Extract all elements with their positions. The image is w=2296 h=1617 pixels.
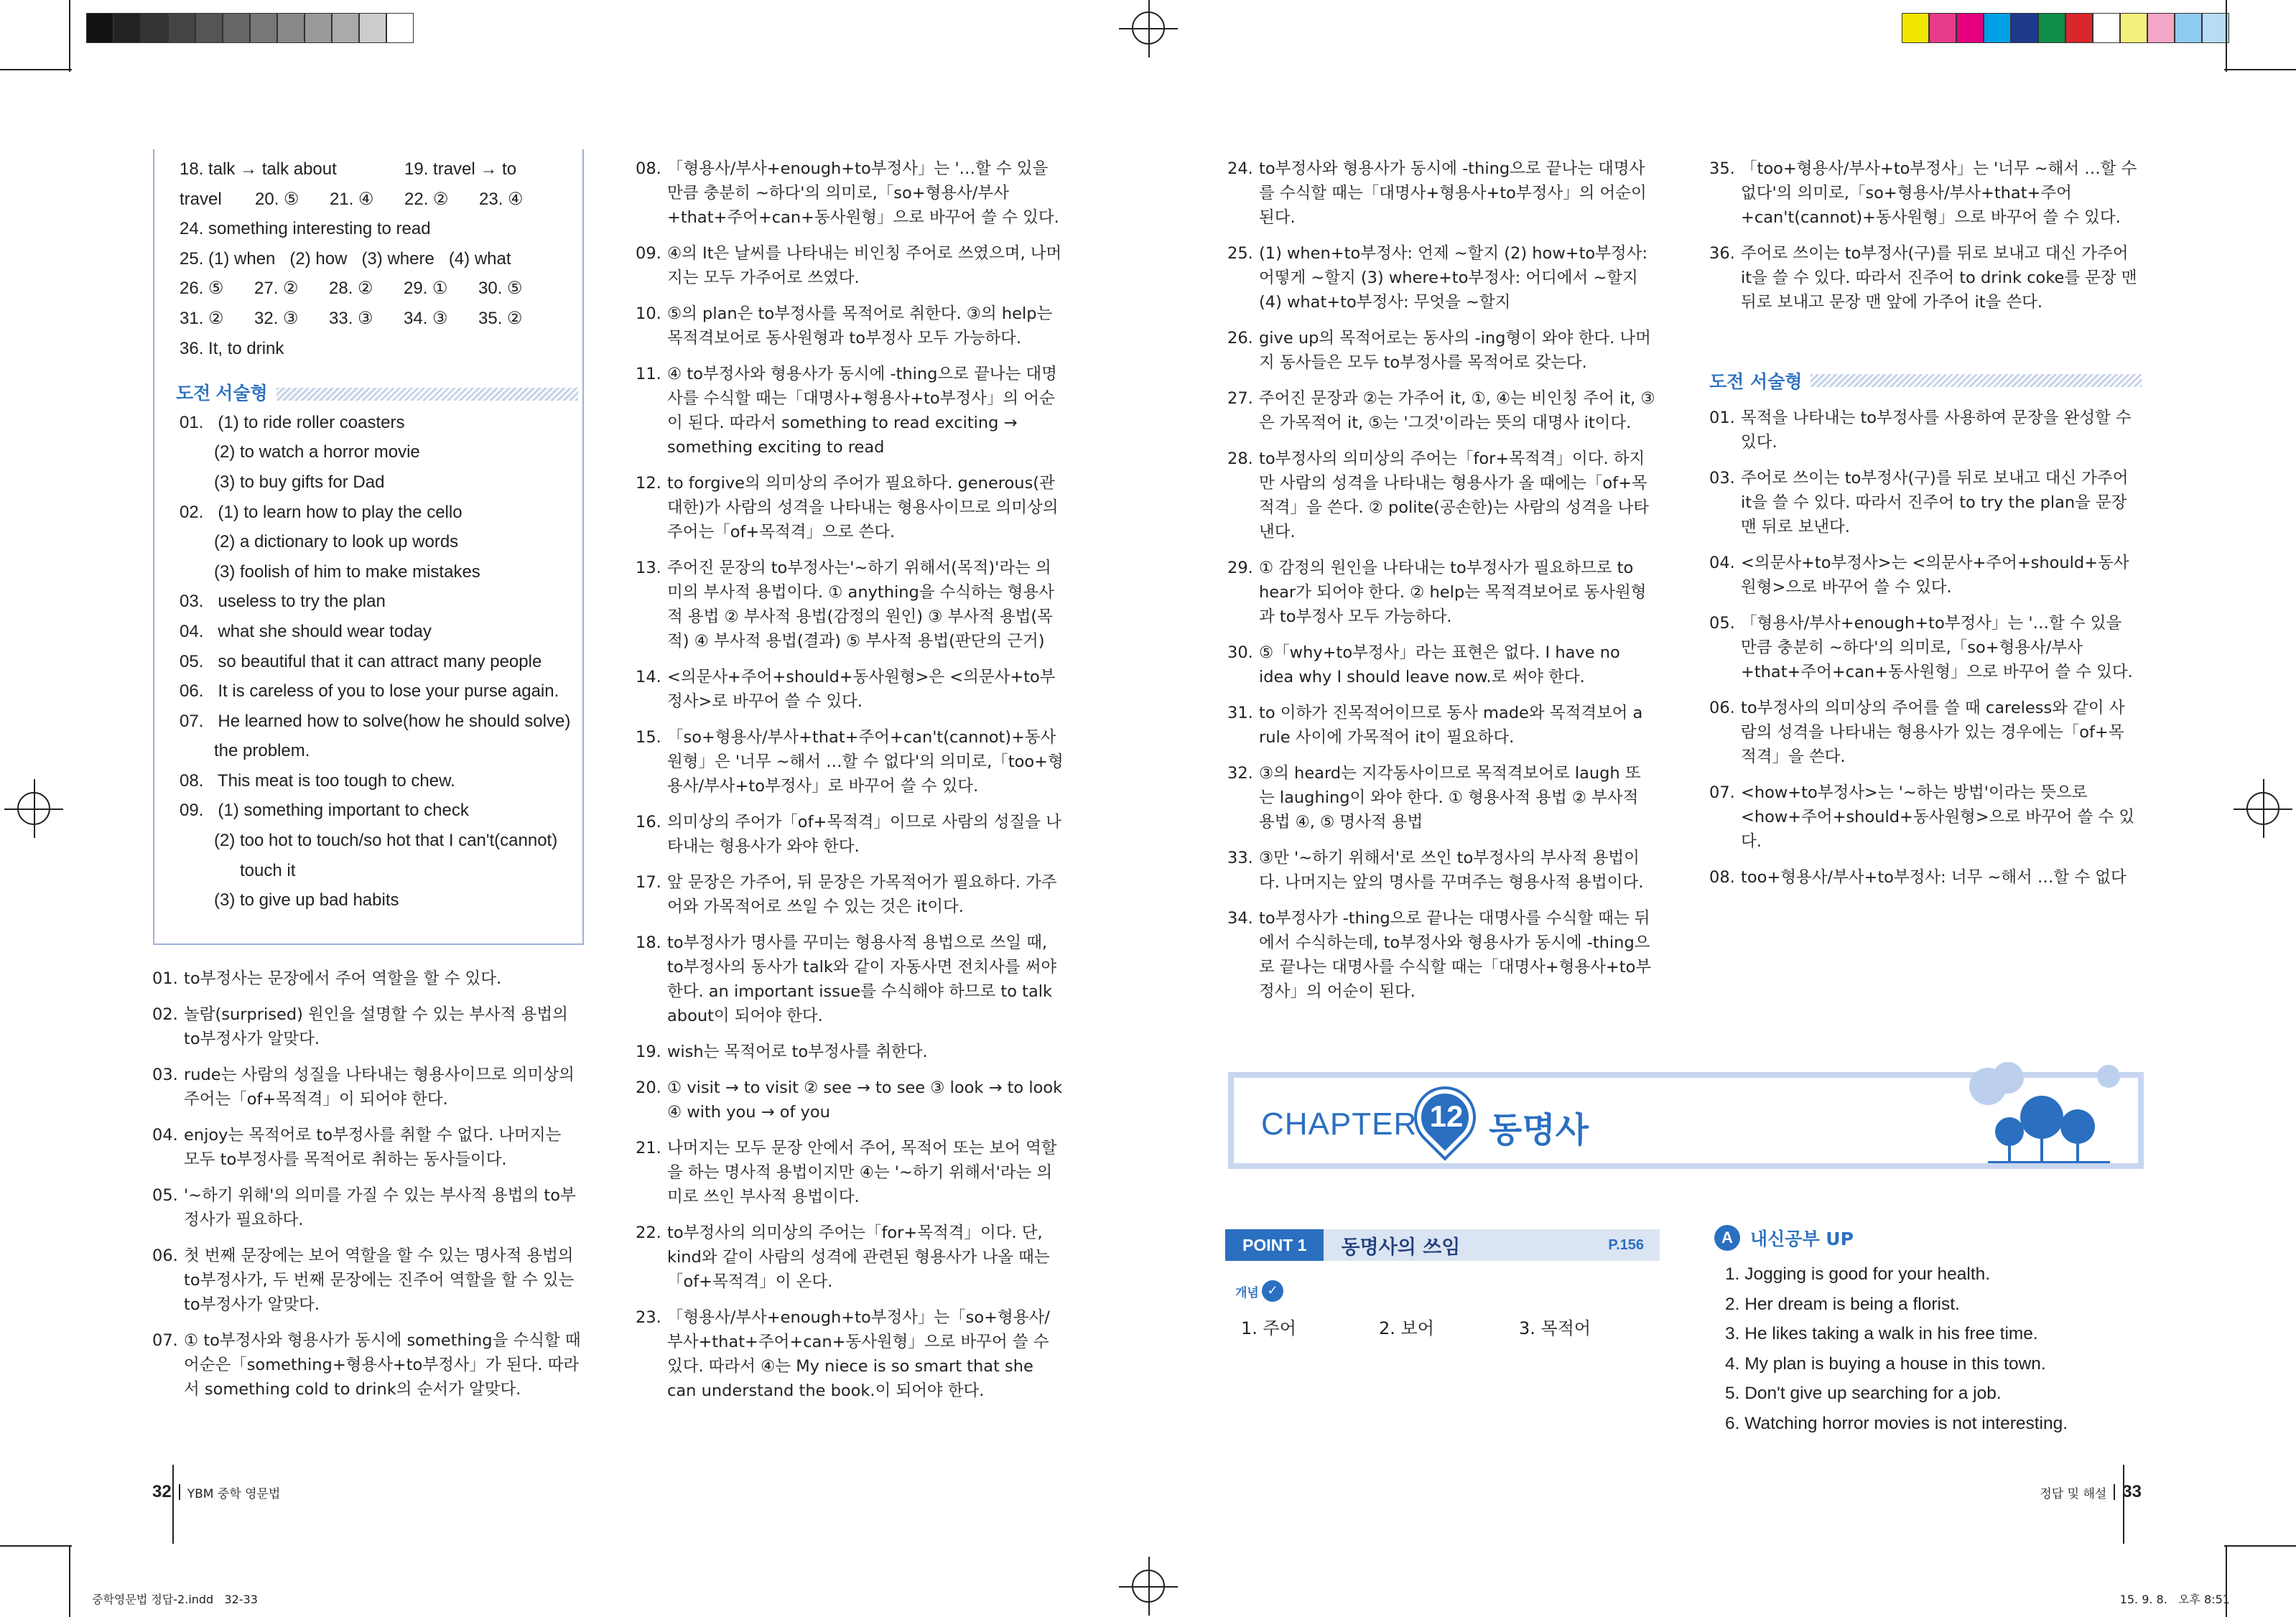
color-swatch — [277, 13, 305, 43]
answer-line: touch it — [240, 860, 296, 880]
item-number: 29. — [1227, 559, 1253, 577]
explanation-item — [636, 725, 1064, 798]
explanation-item — [636, 1076, 1064, 1124]
explanation-item — [636, 931, 1064, 1028]
answer-row: 36. It, to drink — [180, 338, 284, 358]
item-number: 11. — [636, 365, 661, 383]
registration-mark — [2246, 792, 2279, 825]
item-number: 01. — [1709, 409, 1735, 427]
explanation-item — [1227, 157, 1656, 230]
crop-mark — [2123, 1465, 2124, 1544]
explanation-column-4b — [1709, 406, 2138, 901]
explanation-column-2 — [636, 157, 1064, 1415]
explanation-column-4 — [1709, 157, 2138, 326]
item-number: 26. — [1227, 329, 1253, 348]
item-text: 앞 문장은 가주어, 뒤 문장은 가목적어가 필요하다. 가주어와 가목적어로 쓰일 수 있는 것은 it이다. — [667, 873, 1057, 916]
item-number: 06. — [152, 1246, 178, 1265]
color-swatch — [2093, 13, 2120, 43]
registration-mark — [1132, 11, 1165, 45]
print-slug: 15. 9. 8. 오후 8:51 — [2119, 1593, 2230, 1606]
explanation-item — [1709, 466, 2138, 539]
item-number: 27. — [1227, 389, 1253, 408]
explanation-item — [152, 1002, 582, 1051]
answer-line: 01. (1) to ride roller coasters — [180, 412, 405, 432]
naesin-answer: 5. Don't give up searching for a job. — [1725, 1384, 2002, 1403]
item-number: 03. — [1709, 469, 1735, 488]
item-number: 05. — [1709, 614, 1735, 633]
explanation-item — [152, 1183, 582, 1232]
section-heading: 도전 서술형 — [1709, 368, 2142, 393]
color-swatch — [332, 13, 359, 43]
item-text: rude는 사람의 성질을 나타내는 형용사이므로 의미상의 주어는「of+목적격」이 되어야 한다. — [184, 1066, 575, 1109]
page-number: 33 — [2122, 1482, 2142, 1501]
answer-line: (2) to watch a horror movie — [214, 442, 420, 462]
explanation-item — [152, 966, 582, 991]
color-swatch — [2065, 13, 2093, 43]
color-swatch — [168, 13, 195, 43]
answer-line: (3) to buy gifts for Dad — [214, 472, 385, 492]
item-text: to부정사의 의미상의 주어를 쓸 때 careless와 같이 사람의 성격을 나타내는 형용사가 있는 경우에는「of+목적격」을 쓴다. — [1741, 699, 2125, 766]
explanation-item — [1709, 696, 2138, 769]
explanation-item — [636, 362, 1064, 460]
tree-illustration — [1895, 1049, 2132, 1168]
color-swatch — [386, 13, 414, 43]
explanation-item — [1709, 551, 2138, 600]
concept-badge: 개념 ✓ — [1235, 1280, 1283, 1302]
answer-row: travel 20. ⑤ 21. ④ 22. ② 23. ④ — [180, 189, 524, 209]
crop-mark — [0, 69, 72, 70]
explanation-item — [636, 870, 1064, 919]
explanation-item — [636, 302, 1064, 350]
print-slug: 중학영문법 정답-2.indd 32-33 — [92, 1593, 258, 1606]
explanation-item — [1709, 157, 2138, 230]
item-text: 「형용사/부사+enough+to부정사」는 '…할 수 있을 만큼 충분히 ~하다'의 의미로,「so+형용사/부사+that+주어+can+동사원형」으로 바꾸어 쓸 수 있다. — [1741, 614, 2133, 681]
item-number: 20. — [636, 1078, 661, 1097]
item-number: 35. — [1709, 159, 1735, 178]
explanation-item — [636, 1040, 1064, 1064]
answer-line: (3) foolish of him to make mistakes — [214, 561, 480, 582]
naesin-answer: 4. My plan is buying a house in this town. — [1725, 1353, 2046, 1374]
item-number: 05. — [152, 1186, 178, 1205]
color-swatch — [195, 13, 223, 43]
answer-row: 18. talk → talk about 19. travel → to — [180, 159, 517, 179]
item-number: 14. — [636, 668, 661, 686]
explanation-item — [1709, 611, 2138, 684]
item-text: 놀람(surprised) 원인을 설명할 수 있는 부사적 용법의 to부정사가 알맞다. — [184, 1005, 568, 1048]
color-swatch — [2120, 13, 2147, 43]
page-footer-left — [152, 1482, 280, 1502]
explanation-item — [1709, 865, 2138, 890]
item-text: 첫 번째 문장에는 보어 역할을 할 수 있는 명사적 용법의 to부정사가, 두 번째 문장에는 진주어 역할을 할 수 있는 to부정사가 알맞다. — [184, 1246, 575, 1314]
item-text: too+형용사/부사+to부정사: 너무 ~해서 …할 수 없다 — [1741, 868, 2127, 887]
color-swatch — [2038, 13, 2065, 43]
item-number: 28. — [1227, 449, 1253, 468]
answer-line: 06. It is careless of you to lose your purse again. — [180, 681, 559, 702]
item-text: 의미상의 주어가「of+목적격」이므로 사람의 성질을 나타내는 형용사가 와야 한다. — [667, 813, 1061, 856]
item-text: '~하기 위해'의 의미를 가질 수 있는 부사적 용법의 to부정사가 필요하다. — [184, 1186, 576, 1229]
explanation-item — [636, 556, 1064, 653]
item-number: 21. — [636, 1139, 661, 1157]
answer-line: 02. (1) to learn how to play the cello — [180, 502, 463, 522]
item-text: to부정사의 의미상의 주어는「for+목적격」이다. 하지만 사람의 성격을 나타내는 형용사가 올 때에는「of+목적격」을 쓴다. ② polite(공손한)는 사람의 성격을 나타낸다. — [1259, 449, 1650, 541]
explanation-item — [1227, 640, 1656, 689]
crop-mark — [0, 1545, 72, 1547]
item-number: 32. — [1227, 764, 1253, 783]
answer-key — [176, 154, 582, 915]
explanation-item — [152, 1244, 582, 1317]
explanation-item — [636, 471, 1064, 544]
crop-mark — [69, 0, 70, 72]
answer-line: (2) a dictionary to look up words — [214, 532, 459, 552]
item-number: 08. — [636, 159, 661, 178]
color-swatch — [223, 13, 250, 43]
answer-row: 26. ⑤ 27. ② 28. ② 29. ① 30. ⑤ — [180, 279, 523, 299]
naesin-header — [1714, 1225, 1854, 1251]
explanation-column-3 — [1227, 157, 1656, 1015]
explanation-item — [1227, 447, 1656, 544]
item-number: 10. — [636, 304, 661, 323]
answer-line: 05. so beautiful that it can attract many people — [180, 651, 542, 671]
page-footer-right — [2040, 1482, 2142, 1502]
explanation-item — [1709, 241, 2138, 314]
item-number: 07. — [152, 1331, 178, 1350]
page-reference: P.156 — [1608, 1236, 1644, 1253]
explanation-item — [1227, 241, 1656, 314]
answer-line: 09. (1) something important to check — [180, 801, 469, 821]
crop-mark — [172, 1465, 174, 1544]
item-text: <how+to부정사>는 '~하는 방법'이라는 뜻으로 <how+주어+should+동사원형>으로 바꾸어 쓸 수 있다. — [1741, 783, 2135, 851]
color-swatch — [2147, 13, 2175, 43]
answer-row: 31. ② 32. ③ 33. ③ 34. ③ 35. ② — [180, 308, 523, 328]
color-swatch — [1929, 13, 1956, 43]
answer-line: the problem. — [214, 741, 310, 761]
item-text: 나머지는 모두 문장 안에서 주어, 목적어 또는 보어 역할을 하는 명사적 용법이지만 ④는 '~하기 위해서'라는 의미로 쓰인 부사적 용법이다. — [667, 1139, 1057, 1206]
item-text: to부정사는 문장에서 주어 역할을 할 수 있다. — [184, 969, 502, 988]
item-number: 01. — [152, 969, 178, 988]
color-swatch — [359, 13, 386, 43]
item-text: give up의 목적어로는 동사의 -ing형이 와야 한다. 나머지 동사들은 모두 to부정사를 목적어로 갖는다. — [1259, 329, 1651, 372]
item-number: 18. — [636, 933, 661, 952]
explanation-item — [636, 1221, 1064, 1294]
explanation-item — [636, 1305, 1064, 1403]
color-swatch — [86, 13, 113, 43]
point-label: POINT 1 — [1225, 1229, 1324, 1261]
item-number: 24. — [1227, 159, 1253, 178]
concept-answers — [1241, 1314, 1591, 1339]
book-title: YBM 중학 영문법 — [187, 1486, 281, 1501]
item-text: 「형용사/부사+enough+to부정사」는「so+형용사/부사+that+주어+can+동사원형」으로 바꾸어 쓸 수 있다. 따라서 ④는 My niece is so smart that she can understand the book.이 되어야 한다. — [667, 1308, 1050, 1400]
naesin-answer: 6. Watching horror movies is not interesting. — [1725, 1413, 2068, 1433]
item-text: enjoy는 목적어로 to부정사를 취할 수 없다. 나머지는 모두 to부정사를 목적어로 취하는 동사들이다. — [184, 1126, 562, 1169]
crop-mark — [2226, 0, 2227, 72]
item-number: 36. — [1709, 244, 1735, 263]
concept-answer: 1. 주어 — [1241, 1318, 1296, 1338]
item-text: <의문사+주어+should+동사원형>은 <의문사+to부정사>로 바꾸어 쓸 수 있다. — [667, 668, 1056, 711]
item-number: 06. — [1709, 699, 1735, 717]
item-number: 04. — [1709, 554, 1735, 572]
section-heading: 도전 서술형 — [176, 379, 578, 409]
item-number: 02. — [152, 1005, 178, 1024]
answer-row: 25. (1) when (2) how (3) where (4) what — [180, 248, 511, 269]
concept-answer: 2. 보어 — [1379, 1318, 1434, 1338]
check-icon: ✓ — [1262, 1280, 1283, 1302]
crop-mark — [2224, 69, 2296, 70]
color-swatch — [1984, 13, 2011, 43]
item-number: 03. — [152, 1066, 178, 1084]
item-text: ① visit → to visit ② see → to see ③ look → to look ④ with you → of you — [667, 1078, 1063, 1122]
item-text: ⑤의 plan은 to부정사를 목적어로 취한다. ③의 help는 목적격보어로 동사원형과 to부정사 모두 가능하다. — [667, 304, 1053, 348]
page-number: 32 — [152, 1482, 172, 1501]
color-swatch — [141, 13, 168, 43]
item-text: (1) when+to부정사: 언제 ~할지 (2) how+to부정사: 어떻게 ~할지 (3) where+to부정사: 어디에서 ~할지 (4) what+to부정사: 무엇을 ~할지 — [1259, 244, 1647, 312]
answer-line: 08. This meat is too tough to chew. — [180, 770, 455, 791]
naesin-badge: A — [1714, 1225, 1740, 1251]
answer-line: (2) too hot to touch/so hot that I can't(cannot) — [214, 831, 558, 851]
explanation-item — [636, 665, 1064, 714]
item-number: 15. — [636, 728, 661, 747]
explanation-item — [1709, 780, 2138, 854]
item-number: 25. — [1227, 244, 1253, 263]
registration-mark — [1132, 1570, 1165, 1603]
naesin-answer: 1. Jogging is good for your health. — [1725, 1264, 1991, 1284]
item-number: 13. — [636, 559, 661, 577]
item-number: 31. — [1227, 704, 1253, 722]
answer-line: 03. useless to try the plan — [180, 592, 386, 612]
explanation-item — [1227, 386, 1656, 435]
explanation-column-1 — [152, 966, 582, 1413]
explanation-item — [1227, 701, 1656, 750]
item-number: 30. — [1227, 643, 1253, 662]
item-text: ④의 It은 날씨를 나타내는 비인칭 주어로 쓰였으며, 나머지는 모두 가주어로 쓰였다. — [667, 244, 1062, 287]
item-text: 「so+형용사/부사+that+주어+can't(cannot)+동사원형」은 '너무 ~해서 …할 수 없다'의 의미로,「too+형용사/부사+to부정사」로 바꾸어 쓸 수 있다. — [667, 728, 1064, 796]
color-swatch — [305, 13, 332, 43]
answer-row: 24. something interesting to read — [180, 219, 431, 239]
explanation-item — [1709, 406, 2138, 455]
item-number: 04. — [152, 1126, 178, 1145]
item-text: 주어로 쓰이는 to부정사(구)를 뒤로 보내고 대신 가주어 it을 쓸 수 있다. 따라서 진주어 to try the plan을 문장 맨 뒤로 보낸다. — [1741, 469, 2129, 536]
item-text: <의문사+to부정사>는 <의문사+주어+should+동사원형>으로 바꾸어 쓸 수 있다. — [1741, 554, 2129, 597]
item-text: to부정사가 -thing으로 끝나는 대명사를 수식할 때는 뒤에서 수식하는데, to부정사와 형용사가 동시에 -thing으로 끝나는 대명사를 수식할 때는「대명사+형용사+to부정사」의 어순이 된다. — [1259, 909, 1652, 1001]
item-text: to부정사가 명사를 꾸미는 형용사적 용법으로 쓰일 때, to부정사의 동사가 talk와 같이 자동사면 전치사를 써야 한다. an important issue를 수식해야 하므로 to talk about이 되어야 한다. — [667, 933, 1057, 1025]
section-title: 정답 및 해설 — [2040, 1486, 2107, 1501]
color-swatch — [1956, 13, 1984, 43]
item-text: ⑤「why+to부정사」라는 표현은 없다. I have no idea why I should leave now.로 써야 한다. — [1259, 643, 1620, 686]
explanation-item — [152, 1063, 582, 1112]
explanation-item — [1227, 761, 1656, 834]
naesin-answer: 3. He likes taking a walk in his free time. — [1725, 1324, 2038, 1343]
concept-answer: 3. 목적어 — [1519, 1318, 1591, 1338]
item-number: 16. — [636, 813, 661, 831]
item-text: ① to부정사와 형용사가 동시에 something을 수식할 때 어순은「something+형용사+to부정사」가 된다. 따라서 something cold to drink의 순서가 알맞다. — [184, 1331, 581, 1399]
naesin-answers — [1725, 1259, 2142, 1438]
explanation-item — [636, 810, 1064, 859]
item-text: 주어진 문장과 ②는 가주어 it, ①, ④는 비인칭 주어 it, ③은 가목적어 it, ⑤는 '그것'이라는 뜻의 대명사 it이다. — [1259, 389, 1655, 432]
item-number: 33. — [1227, 849, 1253, 867]
explanation-item — [1227, 906, 1656, 1004]
color-swatch — [2175, 13, 2202, 43]
explanation-item — [1227, 326, 1656, 375]
explanation-item — [152, 1328, 582, 1402]
answer-line: 07. He learned how to solve(how he should solve) — [180, 711, 571, 731]
item-text: ③만 '~하기 위해서'로 쓰인 to부정사의 부사적 용법이다. 나머지는 앞의 명사를 꾸며주는 형용사적 용법이다. — [1259, 849, 1644, 892]
item-number: 08. — [1709, 868, 1735, 887]
item-text: ③의 heard는 지각동사이므로 목적격보어로 laugh 또는 laughing이 와야 한다. ① 형용사적 용법 ② 부사적 용법 ④, ⑤ 명사적 용법 — [1259, 764, 1641, 831]
crop-mark — [2224, 1545, 2296, 1547]
item-number: 07. — [1709, 783, 1735, 802]
explanation-item — [636, 1136, 1064, 1209]
item-number: 12. — [636, 474, 661, 493]
color-swatch — [250, 13, 277, 43]
answer-line: (3) to give up bad habits — [214, 890, 399, 910]
point-header — [1225, 1229, 1660, 1261]
item-text: 주어로 쓰이는 to부정사(구)를 뒤로 보내고 대신 가주어 it을 쓸 수 있다. 따라서 진주어 to drink coke를 문장 맨 뒤로 보내고 문장 맨 앞에 가주어 it을 쓴다. — [1741, 244, 2137, 312]
registration-mark — [17, 792, 50, 825]
explanation-item — [636, 157, 1064, 230]
item-number: 09. — [636, 244, 661, 263]
item-text: 목적을 나타내는 to부정사를 사용하여 문장을 완성할 수 있다. — [1741, 409, 2132, 452]
explanation-item — [1227, 556, 1656, 629]
item-text: to부정사와 형용사가 동시에 -thing으로 끝나는 대명사를 수식할 때는「대명사+형용사+to부정사」의 어순이 된다. — [1259, 159, 1647, 227]
point-title: 동명사의 쓰임 — [1341, 1236, 1461, 1259]
crop-mark — [69, 1545, 70, 1617]
item-text: ④ to부정사와 형용사가 동시에 -thing으로 끝나는 대명사를 수식할 때는「대명사+형용사+to부정사」의 어순이 된다. 따라서 something to read exciting → something exciting to read — [667, 365, 1057, 457]
item-text: wish는 목적어로 to부정사를 취한다. — [667, 1043, 928, 1061]
color-swatch — [1902, 13, 1929, 43]
explanation-item — [1227, 846, 1656, 895]
item-text: 주어진 문장의 to부정사는'~하기 위해서(목적)'라는 의미의 부사적 용법이다. ① anything을 수식하는 형용사적 용법 ② 부사적 용법(감정의 원인) ③ 부사적 용법(목적) ④ 부사적 용법(결과) ⑤ 부사적 용법(판단의 근거) — [667, 559, 1054, 651]
item-number: 19. — [636, 1043, 661, 1061]
item-text: ① 감정의 원인을 나타내는 to부정사가 필요하므로 to hear가 되어야 한다. ② help는 목적격보어로 동사원형과 to부정사 모두 가능하다. — [1259, 559, 1647, 626]
explanation-item — [636, 241, 1064, 290]
chapter-banner — [1228, 1072, 2144, 1169]
item-text: to forgive의 의미상의 주어가 필요하다. generous(관대한)가 사람의 성격을 나타내는 형용사이므로 의미상의 주어는「of+목적격」으로 쓴다. — [667, 474, 1059, 541]
chapter-title: 동명사 — [1489, 1110, 1589, 1150]
naesin-title: 내신공부 UP — [1750, 1229, 1854, 1249]
item-text: 「형용사/부사+enough+to부정사」는 '…할 수 있을 만큼 충분히 ~하다'의 의미로,「so+형용사/부사+that+주어+can+동사원형」으로 바꾸어 쓸 수 있다. — [667, 159, 1059, 227]
answer-line: 04. what she should wear today — [180, 621, 432, 641]
color-swatch — [113, 13, 141, 43]
item-number: 22. — [636, 1224, 661, 1242]
item-text: to 이하가 진목적어이므로 동사 made와 목적격보어 a rule 사이에 가목적어 it이 필요하다. — [1259, 704, 1643, 747]
color-swatch — [2011, 13, 2038, 43]
item-number: 17. — [636, 873, 661, 892]
item-number: 34. — [1227, 909, 1253, 928]
item-text: 「too+형용사/부사+to부정사」는 '너무 ~해서 …할 수 없다'의 의미로,「so+형용사/부사+that+주어+can't(cannot)+동사원형」으로 바꾸어 쓸 수 있다. — [1741, 159, 2137, 227]
item-text: to부정사의 의미상의 주어는「for+목적격」이다. 단, kind와 같이 사람의 성격에 관련된 형용사가 나올 때는「of+목적격」이 온다. — [667, 1224, 1050, 1291]
naesin-answer: 2. Her dream is being a florist. — [1725, 1294, 1960, 1314]
explanation-item — [152, 1123, 582, 1172]
chapter-number: 12 — [1429, 1099, 1464, 1133]
item-number: 23. — [636, 1308, 661, 1327]
chapter-label: CHAPTER — [1261, 1106, 1418, 1142]
